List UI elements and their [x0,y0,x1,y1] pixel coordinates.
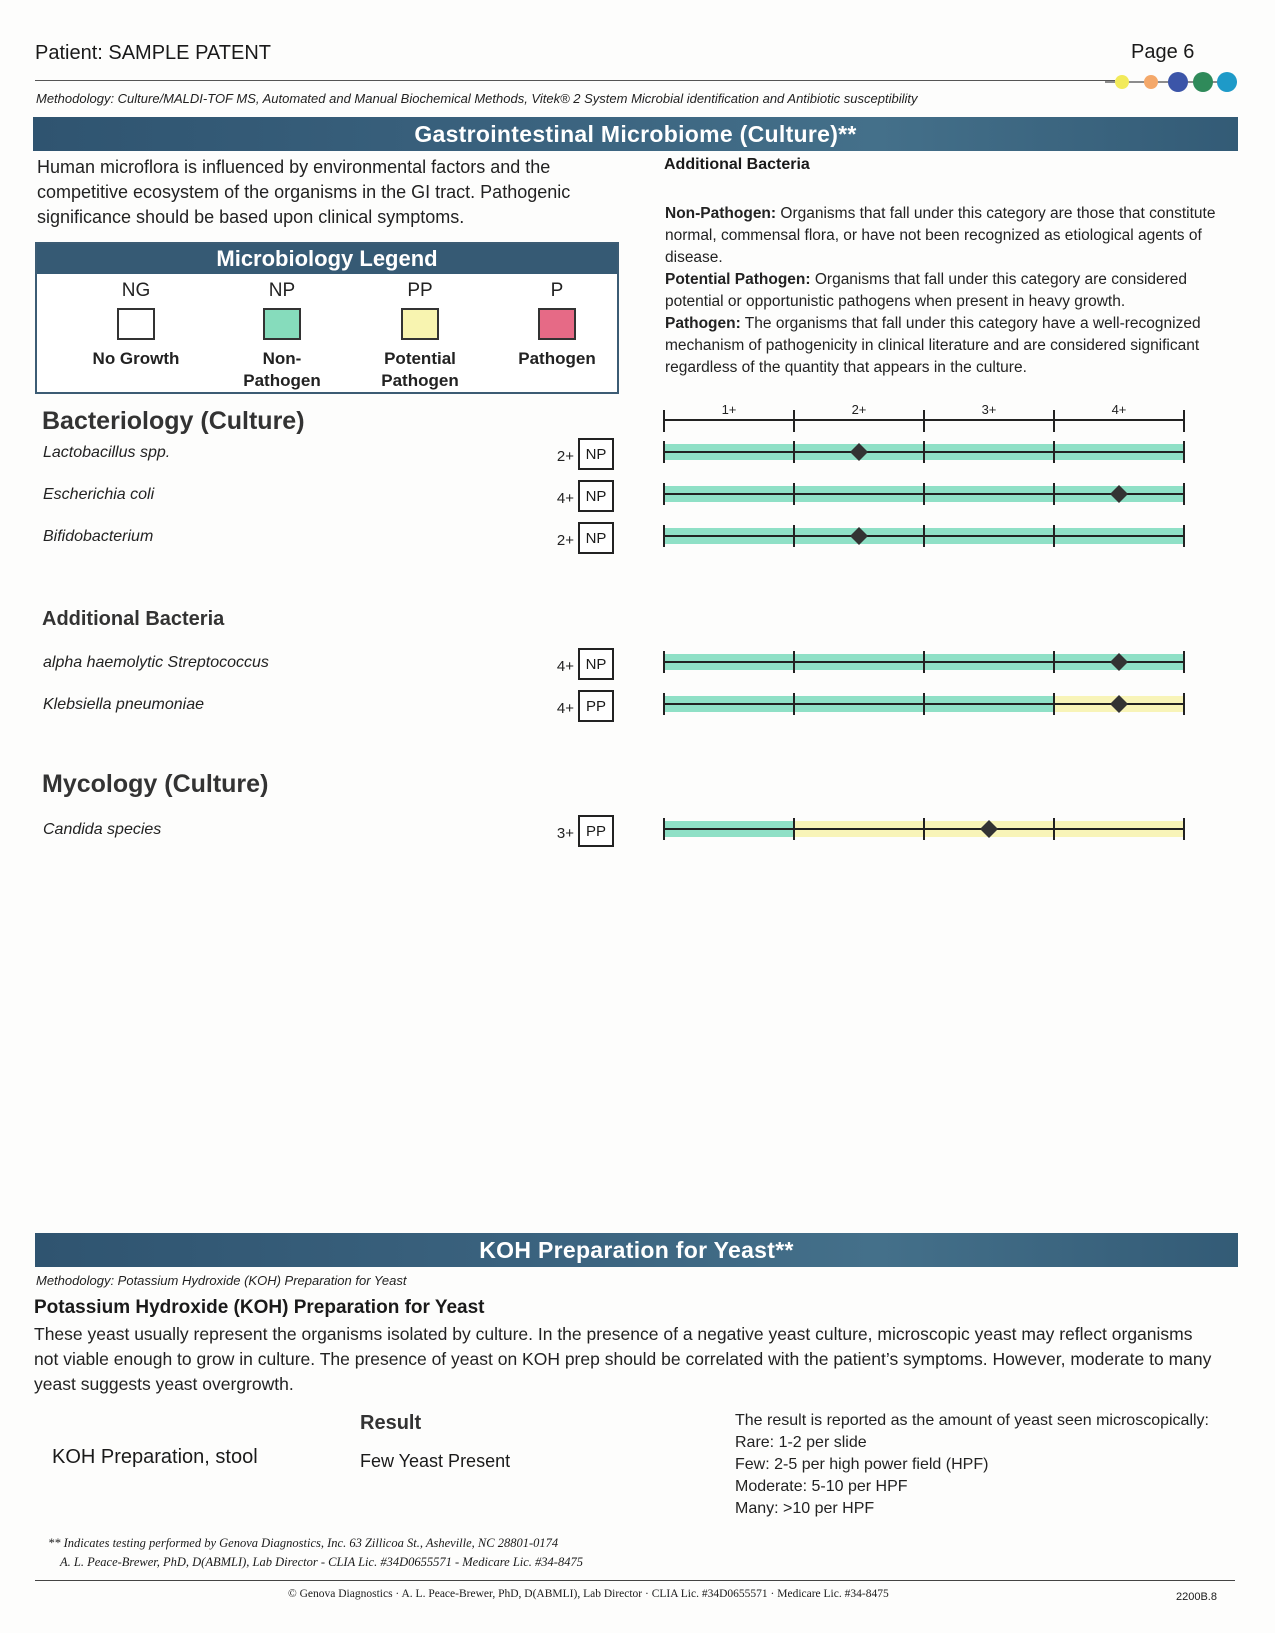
legend-code: NG [121,280,151,301]
brand-dot-1 [1115,75,1129,89]
def-potential-pathogen: Potential Pathogen: Organisms that fall under this category are considered potential or opportunistic pathogens when present in heavy growth. [665,271,1188,310]
legend-title: Microbiology Legend [37,244,617,274]
growth-scale-axis [660,400,1200,436]
koh-reference: The result is reported as the amount of yeast seen microscopically: Rare: 1-2 per slide Few: 2-5 per high power field (HPF) Moderate: 5-10 per HPF Many: >10 per HPF [735,1412,1209,1517]
scale-label: 3+ [981,402,997,417]
legend-label: No Growth [92,349,180,368]
growth-grade: 4+ [556,658,574,675]
legend-item-ng [72,280,200,370]
koh-description: These yeast usually represent the organisms isolated by culture. In the presence of a negative yeast culture, microscopic yeast may reflect organisms not viable enough to grow in culture. The presence of yeast on KOH prep should be correlated with the patient’s symptoms. However, moderate to many yeast suggests yeast overgrowth. [34,1324,1212,1394]
legend-label: Pathogen [243,371,321,390]
gi-intro-text: Human microflora is influenced by environmental factors and the competitive ecosystem of the organisms in the GI tract. Pathogenic significance should be based upon clinical symptoms. [37,157,571,227]
mycology-title: Mycology (Culture) [42,770,269,798]
koh-section-banner: KOH Preparation for Yeast** [35,1233,1238,1267]
brand-dot-2 [1144,75,1158,89]
legend-code: NP [268,280,296,301]
legend-swatch [263,308,301,340]
page-number: Page 6 [1131,41,1195,63]
organism-name: Lactobacillus spp. [43,444,171,461]
brand-dot-4 [1193,72,1213,92]
growth-grade: 4+ [556,700,574,717]
growth-bar [660,521,1200,551]
growth-grade: 4+ [556,490,574,507]
category-badge: PP [578,690,614,722]
footer-note-2: A. L. Peace-Brewer, PhD, D(ABMLI), Lab Director - CLIA Lic. #34D0655571 - Medicare Lic. #34-8475 [60,1555,583,1569]
organism-name: Klebsiella pneumoniae [43,696,204,713]
organism-name: Escherichia coli [43,486,155,503]
category-badge: NP [578,438,614,470]
category-badge: NP [578,648,614,680]
legend-item-p [493,280,621,370]
bacteriology-title: Bacteriology (Culture) [42,407,305,435]
footer-note-1: ** Indicates testing performed by Genova Diagnostics, Inc. 63 Zillicoa St., Asheville, NC 28801-0174 [48,1536,559,1550]
legend-code: PP [407,280,433,301]
brand-dots-icon [1105,70,1240,94]
growth-bar [660,647,1200,677]
brand-dot-3 [1168,72,1188,92]
scale-label: 1+ [721,402,737,417]
additional-bacteria-heading: Additional Bacteria [664,156,810,173]
legend-label: Potential [384,349,456,368]
organism-name: Bifidobacterium [43,528,154,545]
microbiology-legend [35,242,619,394]
growth-grade: 2+ [556,532,574,549]
result-heading: Result [360,1412,422,1434]
growth-bar [660,689,1200,719]
organism-name: Candida species [43,821,162,838]
growth-grade: 2+ [556,448,574,465]
category-badge: NP [578,522,614,554]
gi-section-banner: Gastrointestinal Microbiome (Culture)** [33,117,1238,151]
legend-item-pp [356,280,484,392]
def-pathogen: Pathogen: The organisms that fall under this category have a well-recognized mechanism of pathogenicity in clinical literature and are considered significant regardless of the quantity that appears in the culture. [665,315,1201,376]
koh-methodology: Methodology: Potassium Hydroxide (KOH) Preparation for Yeast [36,1273,407,1288]
scale-label: 2+ [851,402,867,417]
koh-test-name: KOH Preparation, stool [52,1446,258,1468]
growth-grade: 3+ [556,825,574,842]
koh-result-value: Few Yeast Present [360,1451,511,1471]
patient-name: Patient: SAMPLE PATENT [35,42,272,64]
brand-dot-5 [1217,72,1237,92]
footer-rule [35,1580,1235,1581]
category-badge: PP [578,815,614,847]
legend-swatch [117,308,155,340]
additional-bacteria-title: Additional Bacteria [42,608,225,630]
growth-bar [660,479,1200,509]
legend-swatch [538,308,576,340]
legend-code: P [550,280,564,301]
legend-label: Non- [262,349,302,368]
scale-label: 4+ [1111,402,1127,417]
legend-label: Pathogen [518,349,596,368]
growth-bar [660,814,1200,844]
definitions-block [665,203,1240,379]
koh-subtitle: Potassium Hydroxide (KOH) Preparation for Yeast [34,1297,485,1318]
legend-swatch [401,308,439,340]
methodology-text: Methodology: Culture/MALDI-TOF MS, Automated and Manual Biochemical Methods, Vitek® 2 System Microbial identification and Antibiotic susceptibility [36,91,918,106]
legend-label: Pathogen [381,371,459,390]
legend-item-np [218,280,346,392]
growth-bar [660,437,1200,467]
form-code: 2200B.8 [1176,1591,1217,1603]
def-non-pathogen: Non-Pathogen: Organisms that fall under this category are those that constitute normal, commensal flora, or have not been recognized as etiological agents of disease. [665,205,1216,266]
footer-copyright: © Genova Diagnostics · A. L. Peace-Brewer, PhD, D(ABMLI), Lab Director · CLIA Lic. #34D0655571 · Medicare Lic. #34-8475 [288,1588,889,1600]
organism-name: alpha haemolytic Streptococcus [43,654,269,671]
category-badge: NP [578,480,614,512]
header-rule [35,80,1115,81]
